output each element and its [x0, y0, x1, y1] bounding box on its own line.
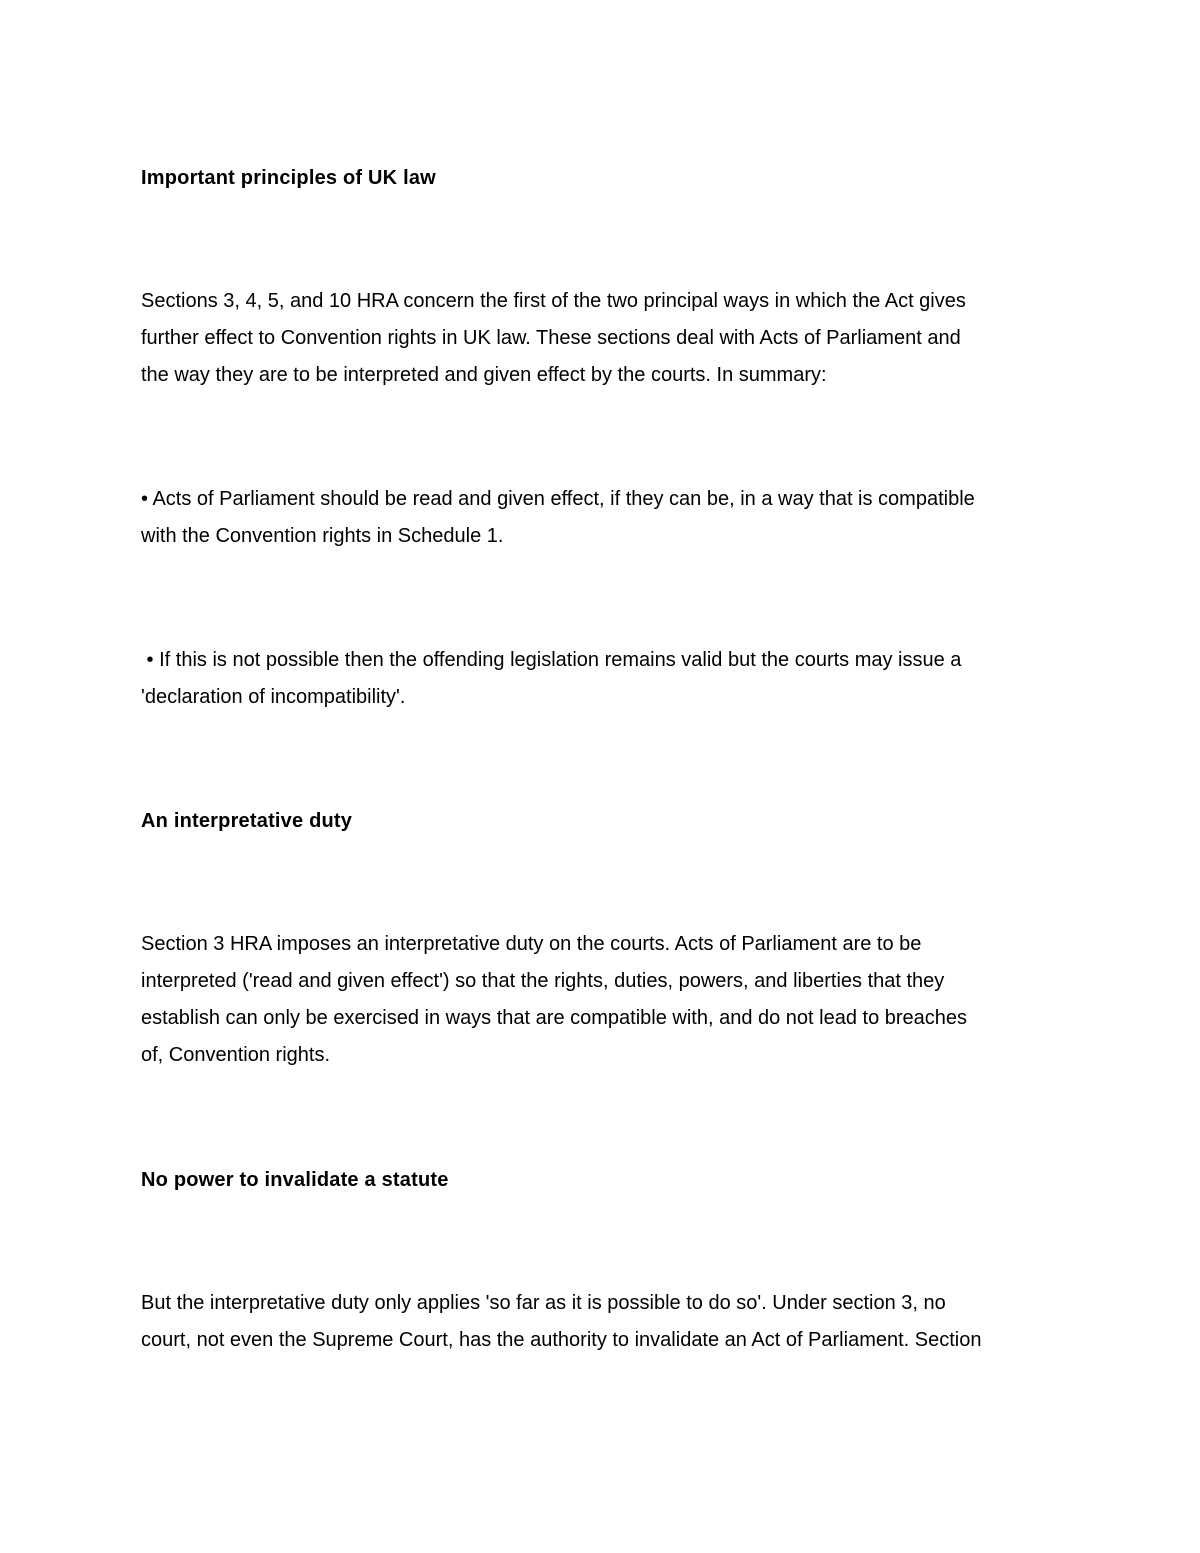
bullet-item-compatible	[141, 481, 1061, 555]
heading-important-principles	[141, 160, 1061, 197]
bullet-line: • If this is not possible then the offending legislation remains valid but the courts may issue a	[141, 649, 962, 671]
bullet-item-declaration	[141, 642, 1061, 716]
heading-text: Important principles of UK law	[141, 167, 436, 189]
heading-text: An interpretative duty	[141, 810, 353, 832]
bullet-line: • Acts of Parliament should be read and given effect, if they can be, in a way that is compatible	[141, 488, 975, 510]
paragraph-sections-summary	[141, 283, 1061, 394]
paragraph-line: further effect to Convention rights in UK law. These sections deal with Acts of Parliament and	[141, 327, 961, 349]
paragraph-line: Section 3 HRA imposes an interpretative duty on the courts. Acts of Parliament are to be	[141, 933, 922, 955]
bullet-line: with the Convention rights in Schedule 1.	[141, 525, 504, 547]
paragraph-line: interpreted ('read and given effect') so that the rights, duties, powers, and liberties that they	[141, 970, 945, 992]
paragraph-line: establish can only be exercised in ways that are compatible with, and do not lead to breaches	[141, 1007, 968, 1029]
paragraph-line: court, not even the Supreme Court, has the authority to invalidate an Act of Parliament. Section	[141, 1329, 982, 1351]
paragraph-no-invalidate	[141, 1285, 1061, 1359]
bullet-line: 'declaration of incompatibility'.	[141, 686, 406, 708]
paragraph-line: Sections 3, 4, 5, and 10 HRA concern the first of the two principal ways in which the Act gives	[141, 290, 966, 312]
paragraph-line: But the interpretative duty only applies 'so far as it is possible to do so'. Under section 3, no	[141, 1292, 946, 1314]
paragraph-section-3	[141, 926, 1061, 1074]
heading-interpretative-duty	[141, 803, 1061, 840]
paragraph-line: of, Convention rights.	[141, 1044, 330, 1066]
heading-no-power	[141, 1162, 1061, 1199]
heading-text: No power to invalidate a statute	[141, 1169, 449, 1191]
paragraph-line: the way they are to be interpreted and given effect by the courts. In summary:	[141, 364, 827, 386]
